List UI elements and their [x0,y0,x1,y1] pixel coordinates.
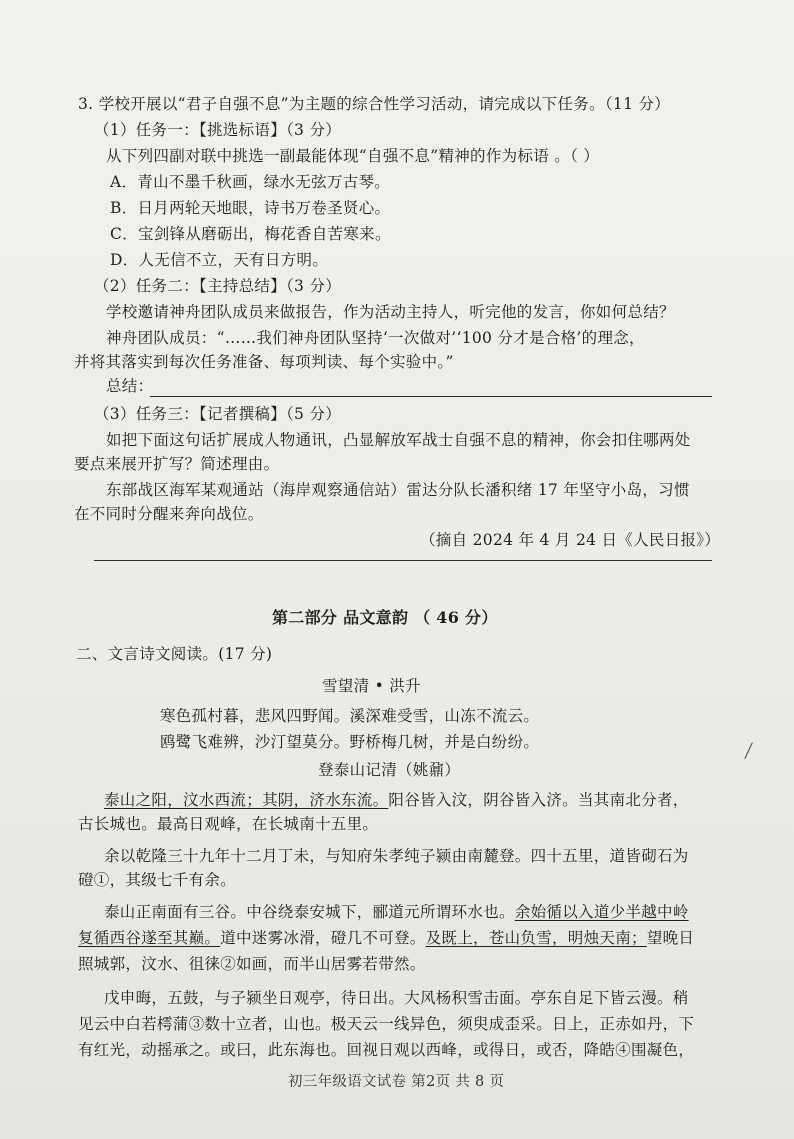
pen-mark [744,742,754,760]
task1-option-a: A．青山不墨千秋画，绿水无弦万古琴。 [110,173,391,191]
prose-p1-line2: 古长城也。最高日观峰，在长城南十五里。 [78,815,379,833]
task2-answer-line[interactable] [150,396,712,397]
task3-source: （摘自 2024 年 4 月 24 日《人民日报》） [420,531,721,549]
task1-option-b: B．日月两轮天地眼，诗书万卷圣贤心。 [110,199,391,217]
task1-prompt: 从下列四副对联中挑选一副最能体现“自强不息”精神的作为标语 。（ ） [106,147,600,165]
task3-heading: （3）任务三：【记者撰稿】（5 分） [94,405,342,423]
task1-option-d: D．人无信不立，天有日方明。 [110,251,329,269]
task3-prompt-line2: 要点来展开扩写？简述理由。 [74,455,280,473]
poem-line2: 鸥鹭飞难辨，沙汀望莫分。野桥梅几树，并是白纷纷。 [160,733,540,751]
prose-p3-line2 [78,928,694,948]
prose-p4-line1: 戊申晦，五鼓，与子颍坐日观亭，待日出。大风杨积雪击面。亭东自足下皆云漫。稍 [104,989,689,1007]
task3-prompt-line1: 如把下面这句话扩展成人物通讯，凸显解放军战士自强不息的精神，你会扣住哪两处 [106,431,691,449]
task3-passage-line1: 东部战区海军某观通站（海岸观察通信站）雷达分队长潘积绪 17 年坚守小岛，习惯 [106,481,690,499]
task1-heading: （1）任务一：【挑选标语】（3 分） [94,121,342,139]
poem-title: 雪望清 • 洪升 [322,677,421,695]
part2-title: 第二部分 品文意韵 （ 46 分） [272,608,498,627]
prose-p1-underlined: 泰山之阳，汶水西流；其阴，济水东流。 [104,791,389,809]
prose-p3-underlined2: 及既上，苍山负雪，明烛天南； [425,929,647,947]
prose-p2-line2: 磴①，其级七千有余。 [78,871,237,889]
prose-p3-underlined-cont: 复循西谷遂至其巅。 [78,929,221,947]
task2-answer-label: 总结： [106,377,154,395]
task2-quote-line1: 神舟团队成员：“……我们神舟团队坚持‘一次做对’‘100 分才是合格’的理念， [106,329,645,347]
poem-line1: 寒色孤村暮，悲风四野闻。溪深难受雪，山冻不流云。 [160,707,540,725]
page-footer: 初三年级语文试卷 第2页 共 8 页 [288,1074,505,1090]
prose-p4-line2: 见云中白若樗蒲③数十立者，山也。极天云一线异色，须臾成歪采。日上，正赤如丹，下 [78,1015,695,1033]
task2-quote-line2: 并将其落实到每次任务准备、每项判读、每个实验中。” [74,353,454,371]
prose-p3-underlined: 余始循以入道少半越中岭 [514,903,689,921]
task1-option-c: C．宝剑锋从磨砺出，梅花香自苦寒来。 [110,225,391,243]
task3-answer-line[interactable] [94,560,712,561]
prose-p3-line1 [104,902,689,922]
q3-stem: 3. 学校开展以“君子自强不息”为主题的综合性学习活动，请完成以下任务。（11 分） [78,95,671,113]
prose-p3-plain2: 道中迷雾冰滑，磴几不可登。 [220,929,426,947]
prose-p2-line1: 余以乾隆三十九年十二月丁未，与知府朱孝纯子颍由南麓登。四十五里，道皆砌石为 [104,847,689,865]
prose-p1-rest: 阳谷皆入汶，阴谷皆入济。当其南北分者， [388,791,689,809]
task2-heading: （2）任务二：【主持总结】（3 分） [94,277,342,295]
prose-p1-line1 [104,790,689,810]
task2-prompt: 学校邀请神舟团队成员来做报告，作为活动主持人，听完他的发言，你如何总结？ [106,303,675,321]
prose-p3-line3: 照城郭，汶水、徂徕②如画，而半山居雾若带然。 [78,955,426,973]
prose-p3-tail: 望晚日 [646,929,695,947]
prose-p4-line3: 有红光，动摇承之。或曰，此东海也。回视日观以西峰，或得日，或否，降皓④围凝色， [78,1041,695,1059]
section2-heading: 二、文言诗文阅读。(17 分) [76,645,273,663]
prose-title: 登泰山记清（姚鼐） [318,761,461,779]
prose-p3-plain: 泰山正南面有三谷。中谷绕泰安城下，郦道元所谓环水也。 [104,903,515,921]
task3-passage-line2: 在不同时分醒来奔向战位。 [74,505,264,523]
